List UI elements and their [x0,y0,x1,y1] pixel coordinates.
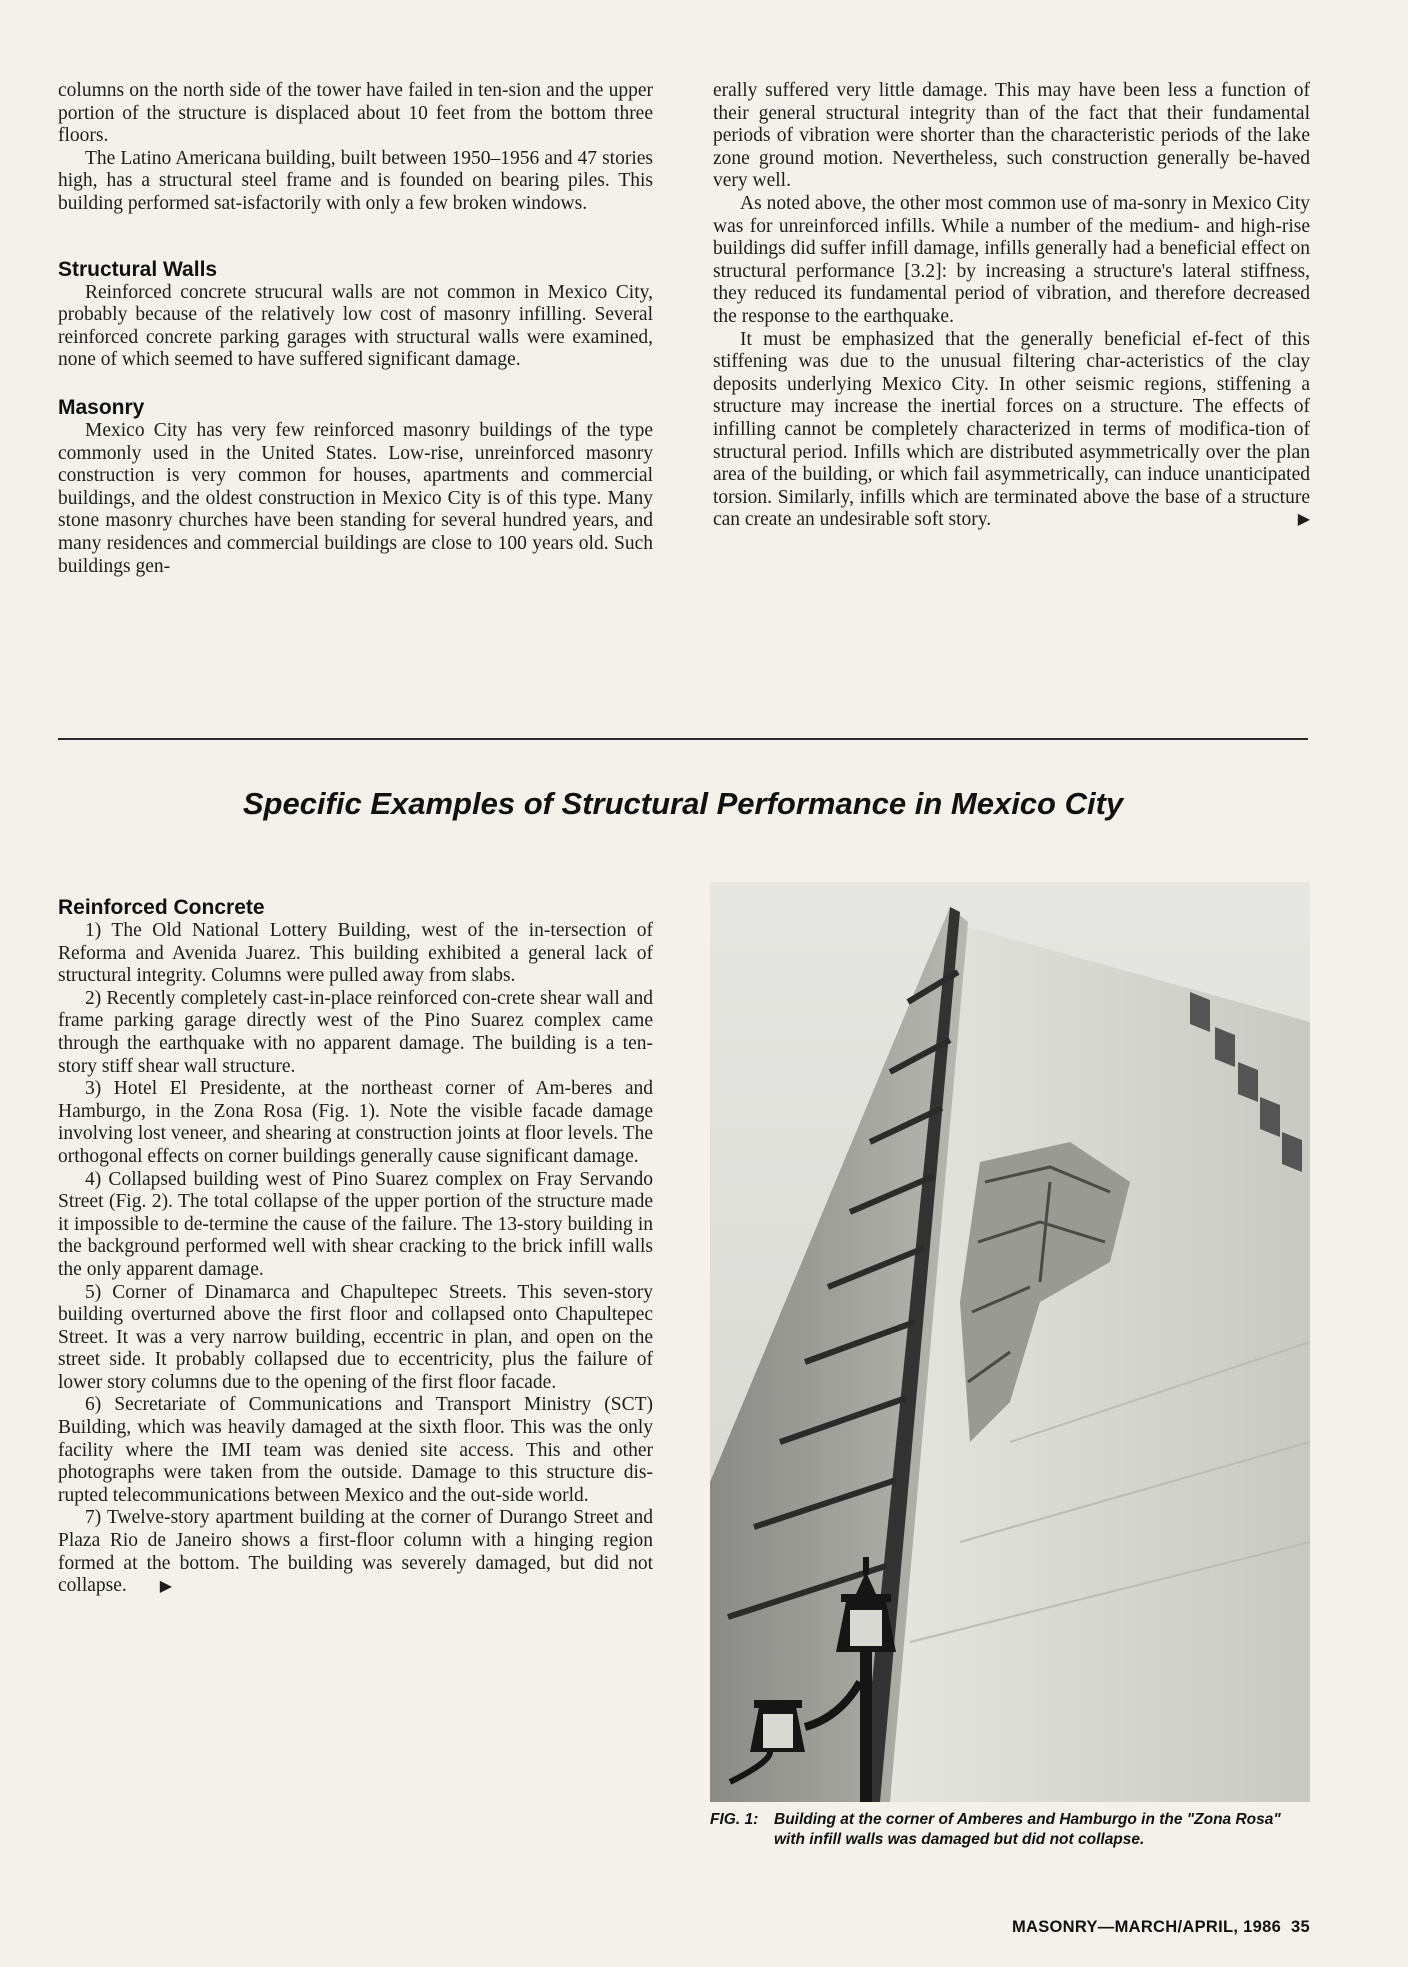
section-heading: Masonry [58,395,145,419]
section-heading: Reinforced Concrete [58,896,265,919]
running-head: MASONRY—MARCH/APRIL, 1986 [1011,1918,1282,1936]
list-item: 3) Hotel El Presidente, at the northeast corner of Am-beres and Hamburgo, in the Zona Rosa (Fig. 1). Note the visible facade damage involving lost veneer, and shearing at construction joints at floor levels. The orthogonal effects on corner buildings generally cause significant damage. [58,1078,653,1167]
paragraph: Mexico City has very few reinforced masonry buildings of the type commonly used in the United States. Low-rise, unreinforced masonry construction is very common for houses, apartments and commercial buildings, and the oldest construction in Mexico City is of this type. Many stone masonry churches have been standing for several hundred years, and many residences and commercial buildings are close to 100 years old. Such buildings gen- [58,419,653,577]
figure-photo [710,882,1310,1802]
paragraph: columns on the north side of the tower have failed in ten-sion and the upper portion of the structure is displaced about 10 feet from the bottom three floors. [58,80,653,147]
paragraph: erally suffered very little damage. This may have been less a function of their general structural integrity than of the fact that their fundamental periods of vibration were shorter than the characteristic periods of the lake zone ground motion. Nevertheless, such construction generally be-haved very well. [713,80,1310,192]
top-right-column [713,80,1310,532]
continue-arrow-icon: ▶ [1297,511,1310,529]
lower-left-column [58,896,653,1599]
figure-caption-text: Building at the corner of Amberes and Hamburgo in the "Zona Rosa" with infill walls was damaged but did not collapse. [774,1811,1281,1848]
list-item: 6) Secretariate of Communications and Transport Ministry (SCT) Building, which was heavily damaged at the sixth floor. This was the only facility where the IMI team was denied site access. This and other photographs were taken from the outside. Damage to this structure dis-rupted telecommunications between Mexico and the out-side world. [58,1394,653,1506]
figure-caption [710,1810,1310,1850]
figure-label: FIG. 1: [710,1811,759,1828]
paragraph: It must be emphasized that the generally beneficial ef-fect of this stiffening was due to the unusual filtering char-acteristics of the clay deposits underlying Mexico City. In other seismic regions, stiffening a structure may increase the inertial forces on a structure. The effects of infilling cannot be completely characterized in terms of modifica-tion of structural period. Infills which are distributed asymmetrically over the plan area of the building, or which fail asymmetrically, can induce unanticipated torsion. Similarly, infills which are terminated above the base of a structure can create an undesirable soft story. ▶ [713,328,1310,531]
section-title: Specific Examples of Structural Performance in Mexico City [242,786,1124,821]
paragraph: Reinforced concrete strucural walls are not common in Mexico City, probably because of the relatively low cost of masonry infilling. Several reinforced concrete parking garages with structural walls were examined, none of which seemed to have suffered significant damage. [58,281,653,371]
paragraph: As noted above, the other most common use of ma-sonry in Mexico City was for unreinforced infills. While a number of the medium- and high-rise buildings did suffer infill damage, infills generally had a beneficial effect on structural performance [3.2]: by increasing a structure's lateral stiffness, they reduced its fundamental period of vibration, and therefore decreased the response to the earthquake. [713,192,1310,327]
page-footer [1012,1918,1310,1937]
list-item: 1) The Old National Lottery Building, west of the in-tersection of Reforma and Avenida Juarez. This building exhibited a general lack of structural integrity. Columns were pulled away from slabs. [58,920,653,987]
top-left-column [58,80,653,578]
list-item: 2) Recently completely cast-in-place reinforced con-crete shear wall and frame parking garage directly west of the Pino Suarez complex came through the earthquake with no apparent damage. The building is a ten-story stiff shear wall structure. [58,987,653,1077]
list-item: 5) Corner of Dinamarca and Chapultepec Streets. This seven-story building overturned above the first floor and collapsed onto Chapultepec Street. It was a very narrow building, eccentric in plan, and open on the street side. It probably collapsed due to eccentricity, plus the failure of lower story columns due to the opening of the first floor facade. [58,1281,653,1393]
page-number: 35 [1291,1918,1310,1936]
paragraph: The Latino Americana building, built between 1950–1956 and 47 stories high, has a structural steel frame and is founded on bearing piles. This building performed sat-isfactorily with only a few broken windows. [58,147,653,214]
continue-arrow-icon: ▶ [159,1578,173,1596]
section-divider [58,738,1308,740]
section-heading: Structural Walls [58,257,218,281]
building-photo-illustration [710,882,1310,1802]
list-item: 4) Collapsed building west of Pino Suarez complex on Fray Servando Street (Fig. 2). The total collapse of the upper portion of the structure made it impossible to de-termine the cause of the failure. The 13-story building in the background performed well with shear cracking to the brick infill walls the only apparent damage. [58,1168,653,1280]
list-item: 7) Twelve-story apartment building at the corner of Durango Street and Plaza Rio de Janeiro shows a first-floor column with a hinging region formed at the bottom. The building was severely damaged, but did not collapse. ▶ [58,1507,653,1598]
